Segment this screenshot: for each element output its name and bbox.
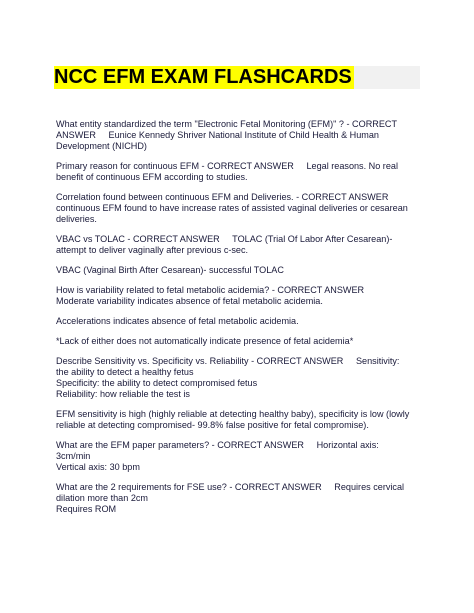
text-line: the ability to detect a healthy fetus [56,367,194,377]
text-line: continuous EFM found to have increase rates of assisted vaginal deliveries or cesarean [56,203,408,213]
text-line: VBAC (Vaginal Birth After Cesarean)- successful TOLAC [56,265,284,275]
text-line: What entity standardized the term "Electronic Fetal Monitoring (EFM)" ? - CORRECT [56,119,398,129]
text-line: benefit of continuous EFM according to studies. [56,172,248,182]
page-title: NCC EFM EXAM FLASHCARDS [54,66,352,88]
flashcard-paragraph [56,440,426,473]
flashcard-paragraph [56,285,426,307]
title-bar [54,66,420,89]
text-line: 3cm/min [56,451,91,461]
text-line: Correlation found between continuous EFM and Deliveries. - CORRECT ANSWER [56,192,389,202]
flashcard-paragraph [56,409,426,431]
flashcard-paragraph [56,161,426,183]
flashcard-content [56,119,426,524]
text-line: What are the 2 requirements for FSE use? - CORRECT ANSWER Requires cervical [56,482,405,492]
flashcard-paragraph [56,192,426,225]
text-line: Describe Sensitivity vs. Specificity vs. Reliability - CORRECT ANSWER Sensitivity: [56,356,400,366]
flashcard-paragraph [56,482,426,515]
text-line: dilation more than 2cm [56,493,148,503]
flashcard-paragraph [56,234,426,256]
text-line: Development (NICHD) [56,141,147,151]
text-line: Accelerations indicates absence of fetal metabolic acidemia. [56,316,299,326]
text-line: Primary reason for continuous EFM - CORRECT ANSWER Legal reasons. No real [56,161,398,171]
text-line: reliable at detecting compromised- 99.8% false positive for fetal compromise). [56,420,369,430]
text-line: How is variability related to fetal metabolic acidemia? - CORRECT ANSWER [56,285,365,295]
text-line: Specificity: the ability to detect compromised fetus [56,378,258,388]
text-line: *Lack of either does not automatically indicate presence of fetal acidemia* [56,336,354,346]
text-line: ANSWER Eunice Kennedy Shriver National Institute of Child Health & Human [56,130,379,140]
text-line: EFM sensitivity is high (highly reliable at detecting healthy baby), specificity is low (lowly [56,409,410,419]
flashcard-paragraph [56,336,426,347]
flashcard-paragraph [56,119,426,152]
text-line: Reliability: how reliable the test is [56,389,190,399]
text-line: VBAC vs TOLAC - CORRECT ANSWER TOLAC (Trial Of Labor After Cesarean)- [56,234,393,244]
flashcard-paragraph [56,265,426,276]
text-line: deliveries. [56,214,97,224]
flashcard-paragraph [56,316,426,327]
text-line: Vertical axis: 30 bpm [56,462,140,472]
flashcard-paragraph [56,356,426,400]
text-line: What are the EFM paper parameters? - CORRECT ANSWER Horizontal axis: [56,440,379,450]
text-line: Moderate variability indicates absence of fetal metabolic acidemia. [56,296,323,306]
text-line: Requires ROM [56,504,117,514]
text-line: attempt to deliver vaginally after previous c-sec. [56,245,249,255]
